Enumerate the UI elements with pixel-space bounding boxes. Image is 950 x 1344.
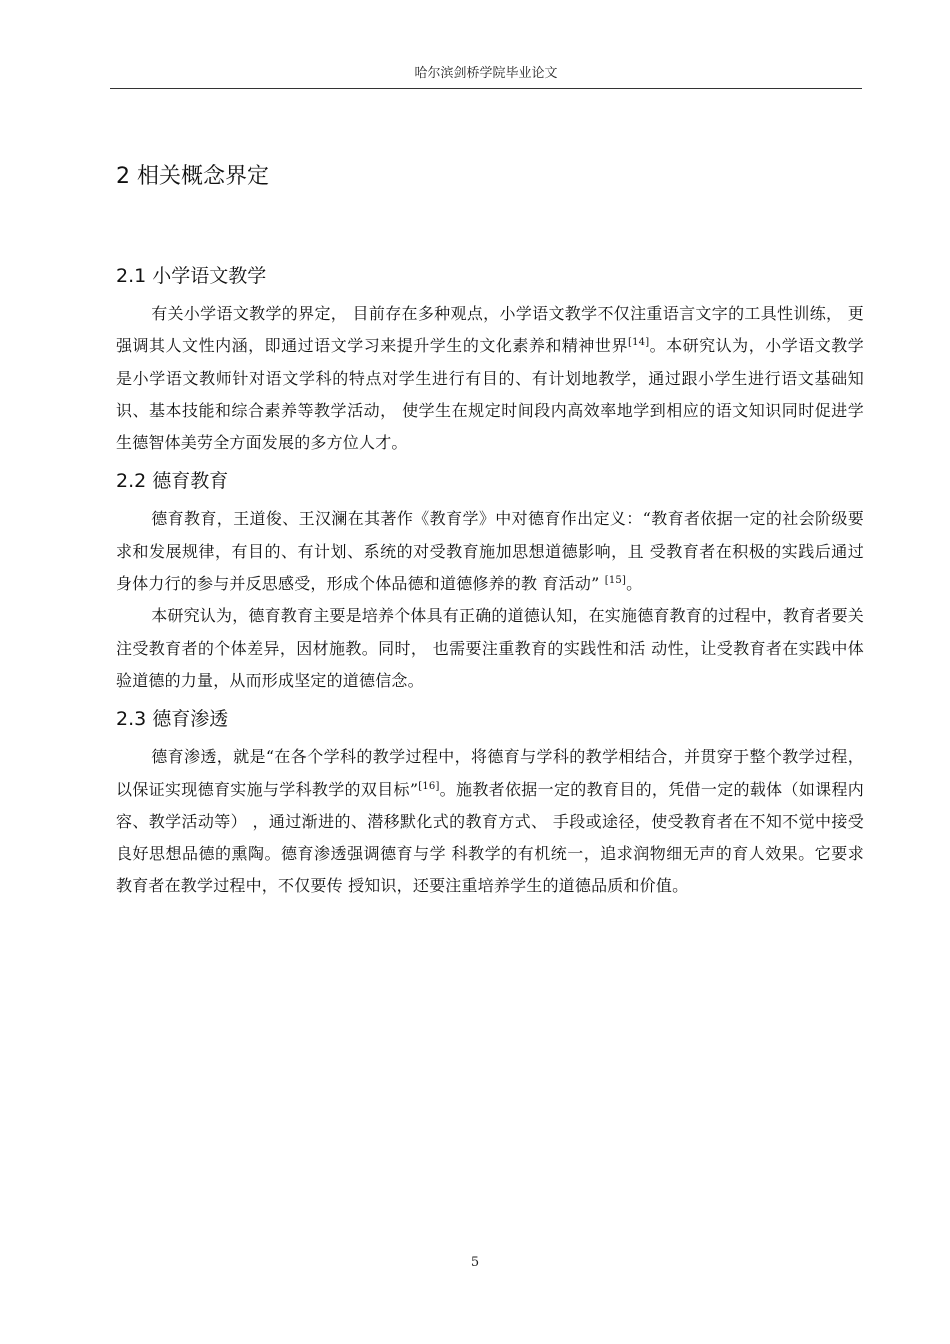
section-title-2-2: 2.2 德育教育 (116, 470, 229, 493)
paragraph-2-2-2 (116, 600, 864, 697)
paragraph-text-tail: 。施教者依据一定的教育目的，凭借一定的载体（如课程内容、教学活动等） ，通过渐进的、潜移默化式的教育方式、 手段或途径，使受教育者在不知不觉中接受良好思想品德的熏陶。德育渗透强调德育与学 科教学的有机统一，追求润物细无声的育人效果。它要求教育者在教学过程中，不仅要传 授知识，还要注重培养学生的道德品质和价值。 (116, 779, 865, 896)
chapter-title: 2 相关概念界定 (116, 164, 269, 189)
page-number: 5 (470, 1255, 480, 1270)
citation-ref: [16] (418, 780, 440, 792)
paragraph-text-tail: 。本研究认为，小学语文教学是小学语文教师针对语文学科的特点对学生进行有目的、有计划地教学，通过跟小学生进行语文基础知识、基本技能和综合素养等教学活动， 使学生在规定时间段内高效率地学到相应的语文知识同时促进学生德智体美劳全方面发展的多方位人才。 (116, 336, 864, 453)
paragraph-2-3-1 (116, 741, 864, 902)
paragraph-text: 德育渗透，就是“在各个学科的教学过程中，将德育与学科的教学相结合，并贯穿于整个教学过程，以保证实现德育实施与学科教学的双目标” (116, 747, 864, 799)
paragraph-text: 本研究认为，德育教育主要是培养个体具有正确的道德认知，在实施德育教育的过程中，教育者要关注受教育者的个体差异，因材施教。同时， 也需要注重教育的实践性和活 动性，让受教育者在实践中体验道德的力量，从而形成坚定的道德信念。 (116, 606, 864, 690)
page-header (110, 66, 862, 89)
paragraph-text: 德育教育，王道俊、王汉澜在其著作《教育学》中对德育作出定义：“教育者依据一定的社会阶级要求和发展规律，有目的、有计划、系统的对受教育施加思想道德影响，且 受教育者在积极的实践后通过身体力行的参与并反思感受，形成个体品德和道德修养的教 育活动” (116, 509, 864, 594)
section-title-2-1: 2.1 小学语文教学 (116, 265, 267, 287)
citation-ref: [15] (604, 575, 627, 587)
paragraph-text-tail: 。 (626, 574, 643, 594)
paper-body (116, 150, 864, 903)
citation-ref: [14] (627, 337, 650, 349)
paragraph-2-2-1 (116, 503, 864, 600)
section-title-2-3: 2.3 德育渗透 (116, 708, 229, 731)
paragraph-2-1-1 (116, 298, 864, 459)
header-title: 哈尔滨剑桥学院毕业论文 (414, 66, 558, 81)
paragraph-text: 有关小学语文教学的界定， 目前存在多种观点，小学语文教学不仅注重语言文字的工具性训练， 更强调其人文性内涵，即通过语文学习来提升学生的文化素养和精神世界 (116, 304, 864, 356)
